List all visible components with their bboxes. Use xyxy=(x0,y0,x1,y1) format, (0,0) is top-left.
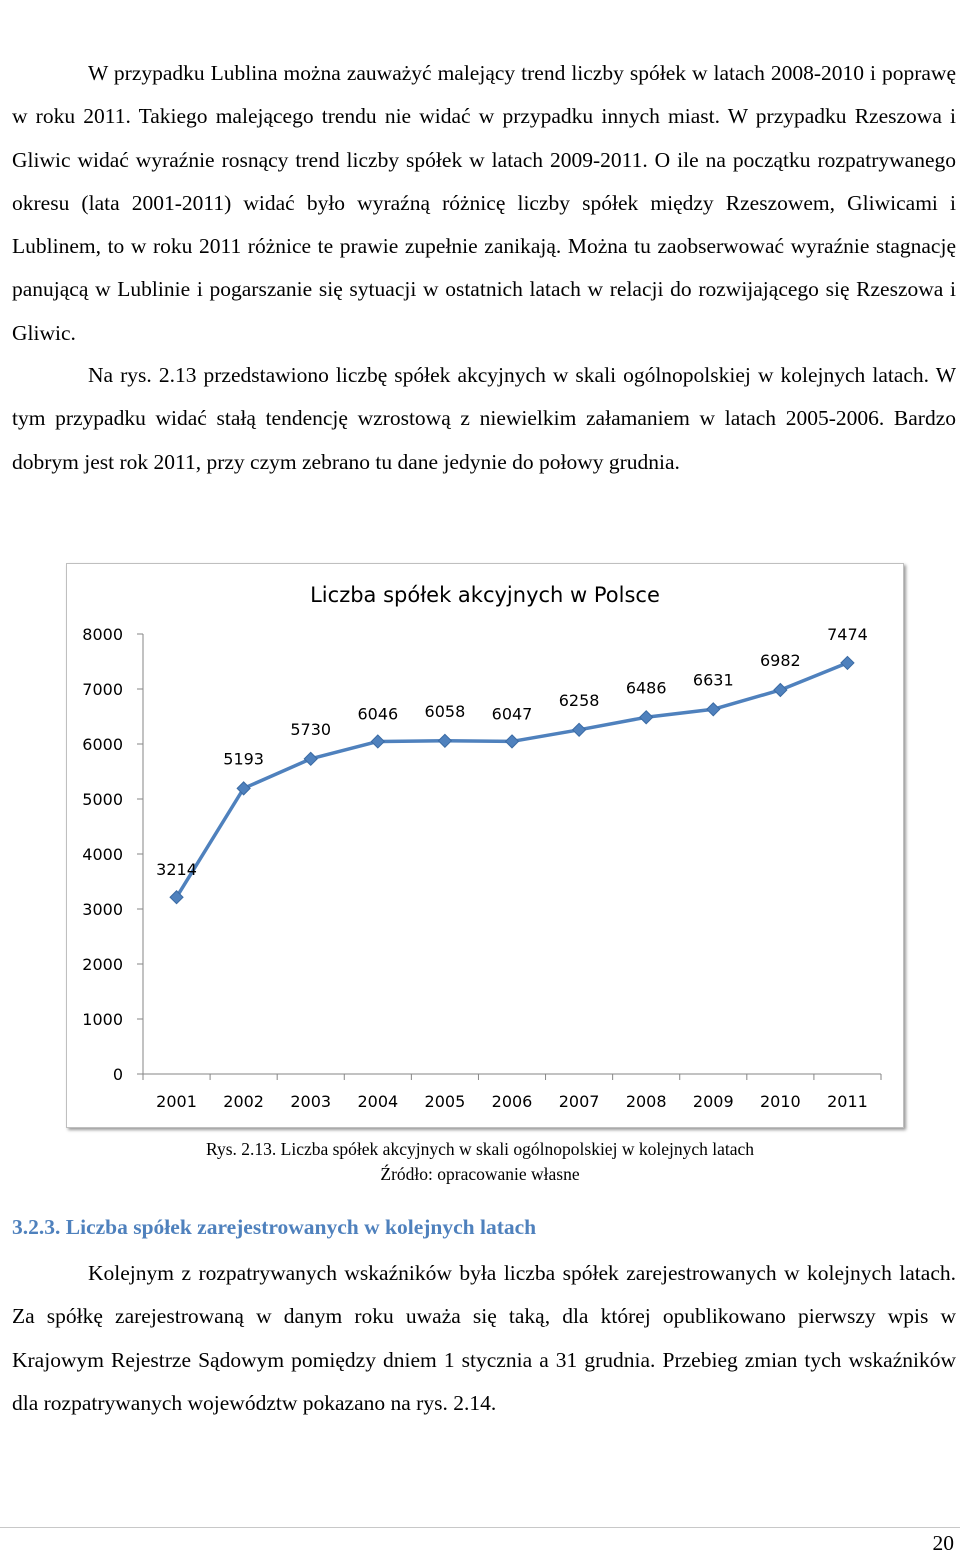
data-label: 6486 xyxy=(625,678,667,698)
paragraph-lublin-trend xyxy=(12,52,956,355)
data-point-marker xyxy=(304,752,317,765)
data-point-marker xyxy=(573,723,586,736)
line-chart xyxy=(67,564,903,1127)
data-label: 5193 xyxy=(223,749,264,769)
footer-divider xyxy=(0,1527,960,1528)
figure-source: Źródło: opracowanie własne xyxy=(380,1164,580,1184)
data-point-marker xyxy=(506,735,519,748)
chart-title: Liczba spółek akcyjnych w Polsce xyxy=(310,583,660,607)
y-tick-label: 3000 xyxy=(82,900,123,919)
x-tick-label: 2006 xyxy=(491,1092,533,1111)
series-line xyxy=(177,663,848,897)
y-tick-label: 1000 xyxy=(82,1010,123,1029)
y-tick-label: 6000 xyxy=(82,735,123,754)
data-label: 6047 xyxy=(491,704,533,724)
data-point-marker xyxy=(707,703,720,716)
data-point-marker xyxy=(640,711,653,724)
chart-container xyxy=(66,563,904,1128)
paragraph-1-text: W przypadku Lublina można zauważyć malejący trend liczby spółek w latach 2008-2010 i poprawę w roku 2011. Takiego malejącego trendu nie widać w przypadku innych miast. W przypadku Rzeszowa i Gliwic widać wyraźnie rosnący trend liczby spółek w latach 2009-2011. O ile na początku rozpatrywanego okresu (lata 2001-2011) widać było wyraźną różnicę liczby spółek między Rzeszowem, Gliwicami i Lublinem, to w roku 2011 różnice te prawie zupełnie zanikają. Można tu zaobserwować wyraźnie stagnację panującą w Lublinie i pogarszanie się sytuacji w ostatnich latach w relacji do rozwijającego się Rzeszowa i Gliwic. xyxy=(12,61,956,345)
x-tick-label: 2011 xyxy=(827,1092,868,1111)
data-label: 6631 xyxy=(692,670,734,690)
y-tick-label: 0 xyxy=(112,1065,123,1084)
data-label: 3214 xyxy=(156,860,197,880)
x-tick-label: 2002 xyxy=(223,1092,264,1111)
x-tick-label: 2007 xyxy=(558,1092,600,1111)
y-tick-label: 7000 xyxy=(82,680,123,699)
y-tick-label: 4000 xyxy=(82,845,123,864)
y-tick-label: 8000 xyxy=(82,625,123,644)
data-point-marker xyxy=(438,734,451,747)
data-point-marker xyxy=(774,683,787,696)
data-label: 5730 xyxy=(290,719,332,739)
paragraph-registered-companies xyxy=(12,1252,956,1425)
data-label: 6258 xyxy=(558,690,600,710)
page-number: 20 xyxy=(932,1531,954,1555)
x-tick-label: 2005 xyxy=(424,1092,466,1111)
paragraph-3-text: Kolejnym z rozpatrywanych wskaźników była liczba spółek zarejestrowanych w kolejnych latach. Za spółkę zarejestrowaną w danym roku uważa się taką, dla której opublikowano pierwszy wpis w Krajowym Rejestrze Sądowym pomiędzy dniem 1 stycznia a 31 grudnia. Przebieg zmian tych wskaźników dla rozpatrywanych województw pokazano na rys. 2.14. xyxy=(12,1261,956,1415)
data-label: 7474 xyxy=(827,624,868,644)
x-tick-label: 2001 xyxy=(156,1092,197,1111)
paragraph-chart-intro xyxy=(12,354,956,484)
x-tick-label: 2003 xyxy=(290,1092,332,1111)
figure-caption: Rys. 2.13. Liczba spółek akcyjnych w skali ogólnopolskiej w kolejnych latach xyxy=(205,1139,754,1159)
data-label: 6982 xyxy=(760,650,801,670)
x-tick-label: 2008 xyxy=(625,1092,667,1111)
x-tick-label: 2009 xyxy=(692,1092,734,1111)
y-tick-label: 5000 xyxy=(82,790,123,809)
x-tick-label: 2004 xyxy=(357,1092,399,1111)
x-tick-label: 2010 xyxy=(760,1092,801,1111)
y-tick-label: 2000 xyxy=(82,955,123,974)
data-label: 6058 xyxy=(424,701,466,721)
paragraph-2-text: Na rys. 2.13 przedstawiono liczbę spółek akcyjnych w skali ogólnopolskiej w kolejnych latach. W tym przypadku widać stałą tendencję wzrostową z niewielkim załamaniem w latach 2005-2006. Bardzo dobrym jest rok 2011, przy czym zebrano tu dane jedynie do połowy grudnia. xyxy=(12,363,956,474)
data-point-marker xyxy=(841,656,854,669)
data-label: 6046 xyxy=(357,704,399,724)
section-heading: 3.2.3. Liczba spółek zarejestrowanych w kolejnych latach xyxy=(12,1215,537,1239)
data-point-marker xyxy=(371,735,384,748)
